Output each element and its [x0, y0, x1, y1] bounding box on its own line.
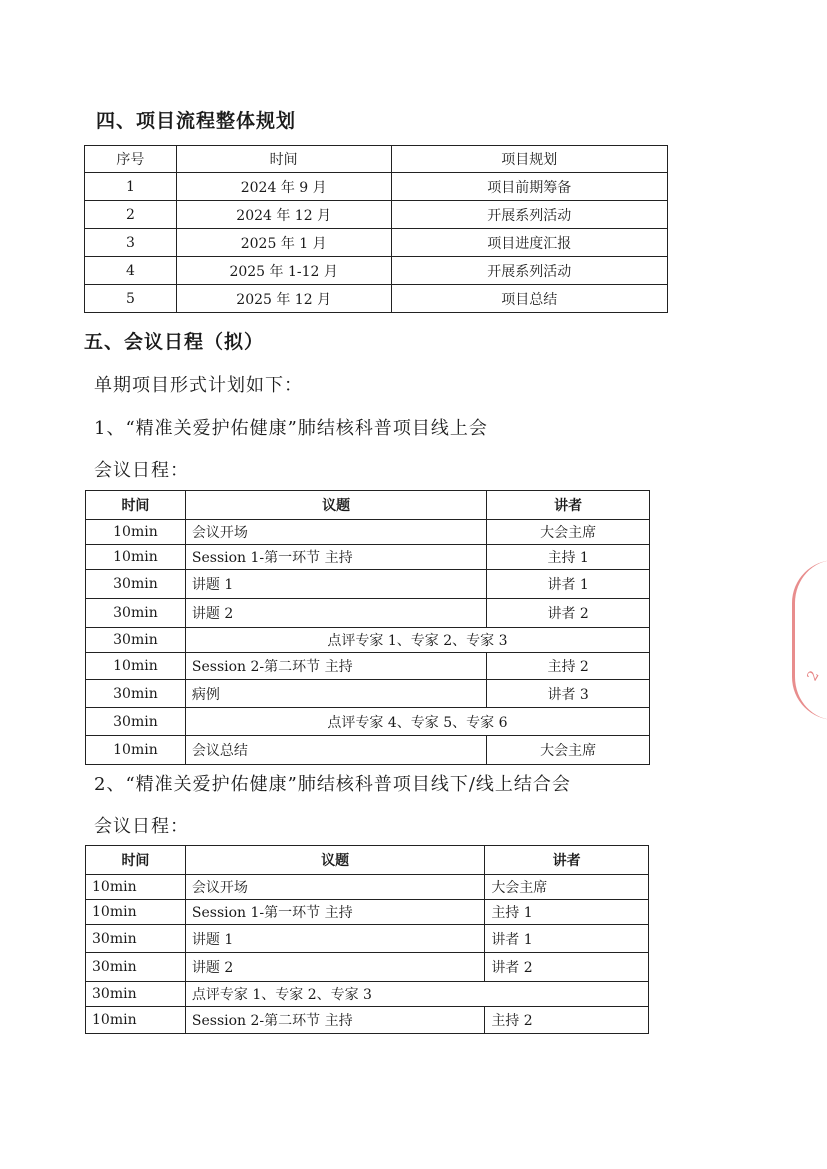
cell-plan: 开展系列活动 — [391, 257, 668, 285]
cell-topic: Session 2-第二环节 主持 — [185, 1007, 484, 1034]
cell-duration: 30min — [86, 708, 186, 736]
cell-duration: 10min — [86, 875, 186, 900]
meeting2-schedule-label: 会议日程： — [94, 816, 189, 837]
cell-duration: 10min — [86, 520, 186, 545]
cell-duration: 10min — [86, 653, 186, 680]
table-row — [86, 599, 650, 628]
cell-speaker: 讲者 2 — [487, 599, 650, 628]
cell-topic: 讲题 1 — [185, 570, 486, 599]
cell-topic: 会议开场 — [185, 875, 484, 900]
cell-topic: 讲题 2 — [185, 599, 486, 628]
cell-speaker: 主持 2 — [487, 653, 650, 680]
table-row — [85, 285, 668, 313]
project-plan-table — [84, 145, 668, 313]
cell-time: 2025 年 1-12 月 — [176, 257, 391, 285]
table-row — [85, 257, 668, 285]
table-row — [86, 900, 649, 925]
cell-speaker: 主持 1 — [485, 900, 649, 925]
cell-duration: 10min — [86, 736, 186, 765]
cell-index: 5 — [85, 285, 177, 313]
cell-topic: 会议开场 — [185, 520, 486, 545]
cell-speaker: 大会主席 — [487, 520, 650, 545]
cell-duration: 30min — [86, 570, 186, 599]
cell-topic: 讲题 2 — [185, 953, 484, 982]
table-header-row — [86, 846, 649, 875]
section5-title: 五、会议日程（拟） — [84, 331, 265, 353]
table-row — [86, 1007, 649, 1034]
official-seal-stamp — [792, 560, 827, 720]
cell-plan: 项目总结 — [391, 285, 668, 313]
table-row — [86, 953, 649, 982]
meeting1-schedule-label: 会议日程： — [94, 460, 189, 481]
table-row — [86, 628, 650, 653]
table-header-row — [85, 146, 668, 173]
cell-speaker: 讲者 1 — [485, 925, 649, 953]
cell-duration: 10min — [86, 1007, 186, 1034]
header-cell: 时间 — [86, 491, 186, 520]
cell-duration: 30min — [86, 925, 186, 953]
cell-speaker: 讲者 3 — [487, 680, 650, 708]
cell-topic: Session 1-第一环节 主持 — [185, 545, 486, 570]
table-row — [85, 201, 668, 229]
table-row — [86, 545, 650, 570]
table-row — [85, 229, 668, 257]
table-row — [86, 520, 650, 545]
cell-speaker: 讲者 2 — [485, 953, 649, 982]
cell-time: 2024 年 12 月 — [176, 201, 391, 229]
cell-topic: 会议总结 — [185, 736, 486, 765]
meeting1-schedule-table — [85, 490, 650, 765]
cell-index: 4 — [85, 257, 177, 285]
cell-speaker: 大会主席 — [485, 875, 649, 900]
header-cell: 项目规划 — [391, 146, 668, 173]
header-cell: 时间 — [86, 846, 186, 875]
header-cell: 时间 — [176, 146, 391, 173]
header-cell: 讲者 — [485, 846, 649, 875]
header-cell: 序号 — [85, 146, 177, 173]
cell-plan: 项目前期筹备 — [391, 173, 668, 201]
table-row — [86, 925, 649, 953]
stamp-text: 2 — [804, 668, 823, 684]
cell-topic: Session 2-第二环节 主持 — [185, 653, 486, 680]
cell-speaker: 讲者 1 — [487, 570, 650, 599]
cell-speaker: 主持 1 — [487, 545, 650, 570]
cell-time: 2024 年 9 月 — [176, 173, 391, 201]
table-row — [86, 570, 650, 599]
cell-topic-merged: 点评专家 4、专家 5、专家 6 — [185, 708, 649, 736]
header-cell: 讲者 — [487, 491, 650, 520]
meeting2-schedule-table — [85, 845, 649, 1034]
header-cell: 议题 — [185, 846, 484, 875]
cell-speaker: 大会主席 — [487, 736, 650, 765]
cell-index: 3 — [85, 229, 177, 257]
meeting2-title: 2、“精准关爱护佑健康”肺结核科普项目线下/线上结合会 — [94, 774, 571, 795]
cell-index: 1 — [85, 173, 177, 201]
cell-topic: Session 1-第一环节 主持 — [185, 900, 484, 925]
cell-duration: 30min — [86, 953, 186, 982]
cell-time: 2025 年 12 月 — [176, 285, 391, 313]
meeting1-title: 1、“精准关爱护佑健康”肺结核科普项目线上会 — [94, 418, 488, 439]
cell-duration: 30min — [86, 982, 186, 1007]
cell-duration: 10min — [86, 900, 186, 925]
section4-title: 四、项目流程整体规划 — [96, 110, 297, 132]
cell-topic: 病例 — [185, 680, 486, 708]
table-row — [86, 736, 650, 765]
cell-index: 2 — [85, 201, 177, 229]
table-header-row — [86, 491, 650, 520]
cell-plan: 项目进度汇报 — [391, 229, 668, 257]
cell-topic-merged: 点评专家 1、专家 2、专家 3 — [185, 982, 648, 1007]
table-row — [86, 708, 650, 736]
cell-duration: 30min — [86, 628, 186, 653]
cell-duration: 10min — [86, 545, 186, 570]
table-row — [85, 173, 668, 201]
cell-speaker: 主持 2 — [485, 1007, 649, 1034]
table-row — [86, 982, 649, 1007]
cell-topic: 讲题 1 — [185, 925, 484, 953]
cell-plan: 开展系列活动 — [391, 201, 668, 229]
cell-topic-merged: 点评专家 1、专家 2、专家 3 — [185, 628, 649, 653]
cell-time: 2025 年 1 月 — [176, 229, 391, 257]
table-row — [86, 875, 649, 900]
header-cell: 议题 — [185, 491, 486, 520]
table-row — [86, 653, 650, 680]
intro-text: 单期项目形式计划如下： — [94, 375, 303, 396]
cell-duration: 30min — [86, 599, 186, 628]
cell-duration: 30min — [86, 680, 186, 708]
table-row — [86, 680, 650, 708]
